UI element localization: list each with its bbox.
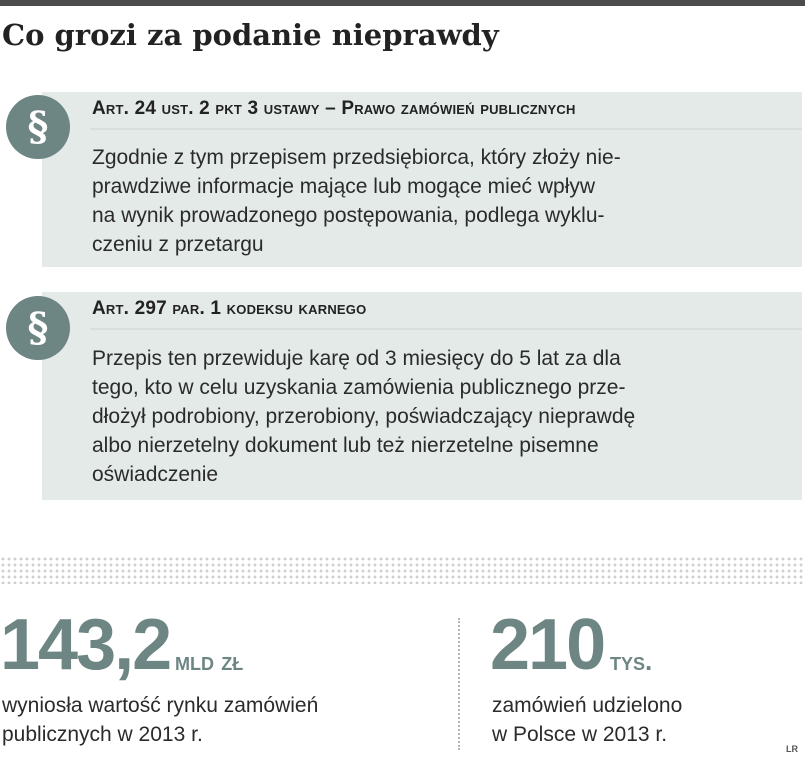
dotted-separator-band [0, 556, 805, 584]
section-heading-article-297: Art. 297 par. 1 kodeksu karnego [92, 298, 367, 319]
paragraph-sign-icon: § [6, 296, 70, 360]
source-credit: LR [786, 744, 798, 754]
section-divider [90, 328, 802, 330]
stat-separator [458, 618, 460, 750]
infographic-title: Co grozi za podanie nieprawdy [2, 18, 499, 52]
section-text-article-297: Przepis ten przewiduje karę od 3 miesięcy do 5 lat za dla tego, kto w celu uzyskania zamówienia publicznego prze- dłożył podrobiony, przerobiony, poświadczający nieprawdę albo nierzetelny dokument lub też nierzetelne pisemne oświadczenie [92, 347, 636, 486]
stat-value-market: 143,2 [0, 605, 171, 685]
section-divider [90, 128, 802, 130]
stat-value-contracts: 210 [490, 605, 605, 685]
top-rule [0, 0, 805, 6]
stat-description-market: wyniosła wartość rynku zamówień publicznych w 2013 r. [2, 694, 319, 746]
section-text-article-24: Zgodnie z tym przepisem przedsiębiorca, który złoży nie- prawdziwe informacje mające lub mogące mieć wpływ na wynik prowadzonego postępowania, podlega wyklu- czeniu z przetargu [92, 146, 621, 256]
section-heading-article-24: Art. 24 ust. 2 pkt 3 ustawy – Prawo zamówień publicznych [92, 98, 576, 119]
stat-description-contracts: zamówień udzielono w Polsce w 2013 r. [492, 694, 683, 746]
stat-unit-market: mld zł [175, 646, 244, 676]
paragraph-sign-icon: § [6, 95, 70, 159]
stat-unit-contracts: tys. [610, 646, 653, 676]
